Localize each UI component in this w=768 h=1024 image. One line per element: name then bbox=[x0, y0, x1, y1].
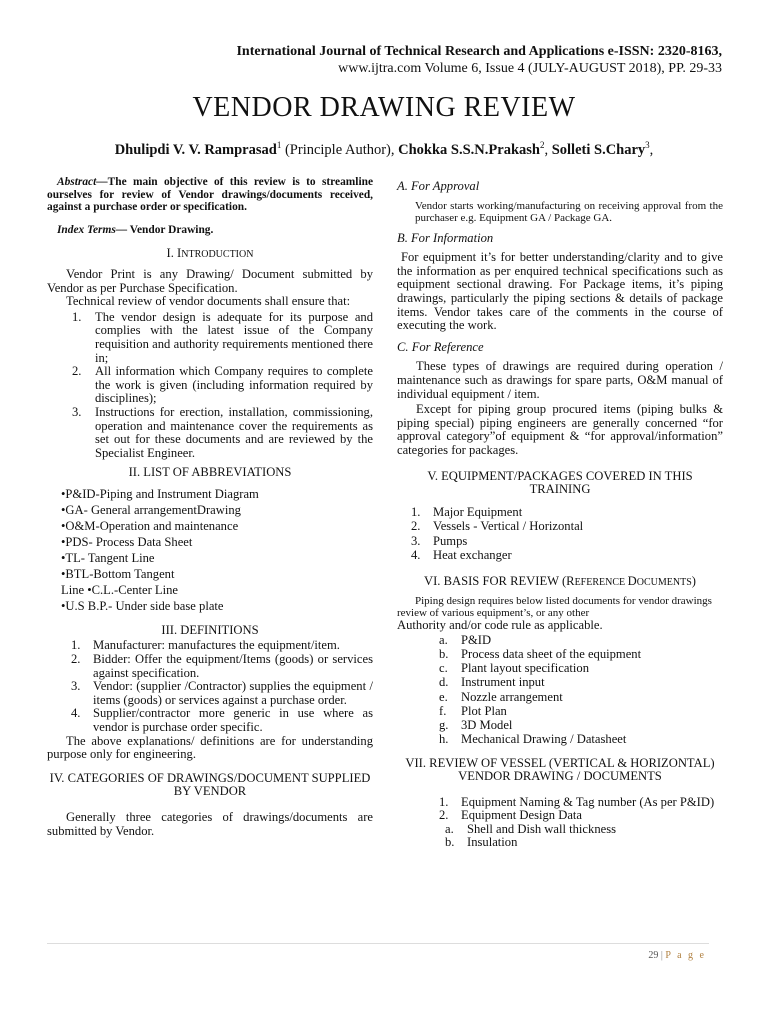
journal-volume-line: www.ijtra.com Volume 6, Issue 4 (JULY-AUGUST 2018), PP. 29-33 bbox=[338, 61, 722, 76]
list-item bbox=[411, 519, 723, 534]
subsection-c-heading: C. For Reference bbox=[397, 339, 484, 354]
list-item-text: Plot Plan bbox=[461, 703, 507, 718]
list-item-text: Major Equipment bbox=[433, 504, 523, 519]
list-item-number: f. bbox=[439, 703, 447, 718]
list-item bbox=[439, 647, 723, 662]
list-item bbox=[71, 679, 373, 707]
list-item-text: All information which Company requires to complete the work is given (including information required by disciplines); bbox=[95, 364, 373, 406]
abbreviation-item: •TL- Tangent Line bbox=[61, 550, 155, 565]
abstract-text: The main objective of this review is to streamline ourselves for review of Vendor drawings/documents received, against a purchase order or specification. bbox=[47, 176, 373, 214]
author-3: Solleti S.Chary bbox=[551, 141, 646, 158]
subsection-b-heading: B. For Information bbox=[397, 230, 494, 245]
author-2-affil: 2 bbox=[539, 140, 545, 150]
abbreviation-item: •GA- General arrangementDrawing bbox=[61, 502, 241, 517]
list-item-text: Instructions for erection, installation, commissioning, operation and maintenance cover the requirements as set out for these documents and are reviewed by the Specialist Engineer. bbox=[95, 404, 373, 460]
list-item bbox=[445, 835, 723, 850]
page-sep: | bbox=[658, 950, 666, 961]
list-item-number: a. bbox=[439, 632, 448, 647]
list-item bbox=[439, 675, 723, 690]
list-item bbox=[71, 706, 373, 735]
list-item-number: 1. bbox=[411, 504, 421, 519]
journal-name: International Journal of Technical Research and Applications bbox=[236, 44, 605, 59]
section-6-heading-c-rest: OCUMENTS bbox=[636, 576, 692, 588]
list-item-number: 1. bbox=[72, 309, 82, 324]
section-6-heading-b-initial: R bbox=[566, 573, 575, 588]
list-item-number: h. bbox=[439, 732, 449, 747]
list-item-number: c. bbox=[439, 661, 448, 676]
list-item-number: 4. bbox=[71, 706, 81, 721]
abbreviation-item: •BTL-Bottom Tangent bbox=[61, 566, 175, 581]
list-item-text: Plant layout specification bbox=[461, 661, 590, 676]
list-item bbox=[72, 404, 373, 460]
right-column bbox=[397, 180, 723, 850]
list-item-text: Supplier/contractor more generic in use where as vendor is purchase order specific. bbox=[93, 706, 373, 735]
list-item-text: Insulation bbox=[467, 835, 518, 850]
list-item-text: Nozzle arrangement bbox=[461, 689, 563, 704]
list-item-text: Heat exchanger bbox=[433, 548, 512, 563]
list-item bbox=[439, 808, 723, 823]
list-item-number: b. bbox=[445, 835, 455, 850]
list-item-number: 2. bbox=[439, 808, 449, 823]
section-6-para-1: Piping design requires below listed documents for vendor drawings review of various equipment’s, or any other bbox=[397, 595, 712, 620]
section-2-heading: II. LIST OF ABBREVIATIONS bbox=[128, 465, 292, 480]
section-1-list bbox=[72, 309, 373, 461]
section-6-heading-b-rest: EFERENCE bbox=[574, 576, 628, 588]
section-1-rest: NTRODUCTION bbox=[181, 249, 254, 261]
list-item bbox=[439, 732, 723, 747]
abstract bbox=[47, 176, 373, 214]
definitions-list bbox=[71, 638, 373, 735]
section-1-para-2: Technical review of vendor documents shall ensure that: bbox=[66, 294, 351, 309]
author-end: , bbox=[649, 141, 654, 158]
page-footer bbox=[648, 950, 706, 961]
list-item-text: P&ID bbox=[461, 632, 492, 647]
list-item-number: d. bbox=[439, 675, 449, 690]
list-item-text: The vendor design is adequate for its purpose and complies with the latest issue of the Company requisition and authority requirements mentioned there in; bbox=[95, 309, 373, 365]
subsection-c-text-2: Except for piping group procured items (piping bulks & piping special) piping engineers are generally concerned “for approval category”of equipment & “for approval/information” categories for packages. bbox=[397, 402, 723, 457]
abbreviation-item: •U.S B.P.- Under side base plate bbox=[61, 598, 224, 613]
section-4-para: Generally three categories of drawings/documents are submitted by Vendor. bbox=[47, 810, 373, 838]
list-item bbox=[411, 533, 723, 549]
list-item-text: Equipment Design Data bbox=[461, 808, 583, 823]
list-item bbox=[411, 548, 723, 563]
index-terms bbox=[47, 224, 373, 238]
list-item-text: Mechanical Drawing / Datasheet bbox=[461, 732, 627, 747]
list-item-text: Instrument input bbox=[461, 675, 545, 690]
section-6-heading bbox=[397, 575, 723, 590]
footer-rule bbox=[47, 943, 709, 944]
list-item bbox=[71, 638, 373, 653]
list-item-number: 3. bbox=[72, 404, 82, 419]
list-item-number: 1. bbox=[71, 638, 81, 653]
journal-issn: e-ISSN: 2320-8163, bbox=[604, 44, 722, 59]
list-item-number: 2. bbox=[72, 364, 82, 379]
list-item-text: 3D Model bbox=[461, 718, 513, 733]
list-item bbox=[72, 364, 373, 406]
abbreviation-item: •PDS- Process Data Sheet bbox=[61, 534, 193, 549]
list-item bbox=[439, 689, 723, 704]
abbreviation-list bbox=[61, 486, 373, 614]
author-sep: , bbox=[544, 141, 552, 158]
abbreviation-item: Line •C.L.-Center Line bbox=[61, 582, 179, 597]
author-1-affil: 1 bbox=[276, 140, 282, 150]
vessel-review-list bbox=[439, 794, 723, 823]
list-item-number: 2. bbox=[411, 519, 421, 534]
paper-title: VENDOR DRAWING REVIEW bbox=[192, 92, 576, 123]
journal-header bbox=[236, 43, 722, 77]
list-item-number: 3. bbox=[71, 679, 81, 694]
author-3-affil: 3 bbox=[645, 140, 650, 150]
section-1-heading bbox=[47, 247, 373, 262]
list-item bbox=[445, 821, 723, 837]
list-item-text: Process data sheet of the equipment bbox=[461, 647, 642, 662]
author-1: Dhulipdi V. V. Ramprasad bbox=[114, 141, 277, 158]
list-item-text: Equipment Naming & Tag number (As per P&ID) bbox=[461, 794, 715, 809]
list-item-text: Vessels - Vertical / Horizontal bbox=[433, 519, 584, 534]
list-item bbox=[439, 718, 723, 733]
list-item-number: 3. bbox=[411, 533, 421, 548]
page-label: P a g e bbox=[665, 950, 706, 961]
abbreviation-item: •P&ID-Piping and Instrument Diagram bbox=[61, 486, 259, 501]
section-6-heading-a: VI. BASIS FOR REVIEW ( bbox=[424, 573, 567, 588]
equipment-list bbox=[411, 504, 723, 563]
section-1-initial: I bbox=[177, 246, 182, 261]
abbreviation-item: •O&M-Operation and maintenance bbox=[61, 518, 239, 533]
section-3-para: The above explanations/ definitions are for understanding purpose only for engineering. bbox=[47, 733, 373, 762]
list-item bbox=[439, 794, 723, 810]
vessel-review-sublist bbox=[445, 821, 723, 850]
list-item bbox=[439, 703, 723, 718]
section-6-para-2: Authority and/or code rule as applicable. bbox=[397, 618, 603, 633]
list-item-number: e. bbox=[439, 689, 448, 704]
section-6-heading-d: ) bbox=[691, 573, 696, 588]
list-item-number: 4. bbox=[411, 548, 421, 563]
list-item bbox=[411, 504, 723, 520]
list-item bbox=[439, 632, 723, 647]
list-item-number: 1. bbox=[439, 794, 449, 809]
list-item-text: Pumps bbox=[433, 533, 468, 548]
left-column bbox=[47, 176, 373, 838]
subsection-a-text: Vendor starts working/manufacturing on receiving approval from the purchaser e.g. Equipment GA / Package GA. bbox=[415, 199, 723, 224]
list-item bbox=[72, 309, 373, 365]
list-item-number: 2. bbox=[71, 652, 81, 667]
list-item bbox=[71, 652, 373, 680]
author-2: Chokka S.S.N.Prakash bbox=[398, 141, 540, 158]
index-terms-label: Index Terms— bbox=[57, 223, 128, 236]
list-item bbox=[439, 661, 723, 676]
list-item-text: Manufacturer: manufactures the equipment/item. bbox=[93, 638, 340, 653]
subsection-c-text-1: These types of drawings are required during operation / maintenance such as drawings for spare parts, O&M manual of individual equipment / item. bbox=[397, 359, 723, 401]
section-6-heading-c-initial: D bbox=[627, 573, 637, 588]
list-item-text: Bidder: Offer the equipment/Items (goods) or services against specification. bbox=[93, 652, 373, 680]
author-line bbox=[0, 140, 768, 159]
section-4-heading: IV. CATEGORIES OF DRAWINGS/DOCUMENT SUPPLIED BY VENDOR bbox=[49, 770, 371, 799]
list-item-text: Shell and Dish wall thickness bbox=[467, 821, 617, 836]
list-item-number: b. bbox=[439, 647, 449, 662]
list-item-number: a. bbox=[445, 821, 454, 836]
reference-docs-list bbox=[439, 632, 723, 747]
section-7-heading: VII. REVIEW OF VESSEL (VERTICAL & HORIZONTAL) VENDOR DRAWING / DOCUMENTS bbox=[405, 755, 715, 784]
section-1-number: I. bbox=[166, 246, 178, 261]
page-number: 29 bbox=[648, 950, 659, 961]
list-item-number: g. bbox=[439, 718, 449, 733]
section-3-heading: III. DEFINITIONS bbox=[161, 622, 259, 637]
author-1-role: (Principle Author), bbox=[281, 141, 399, 158]
list-item-text: Vendor: (supplier /Contractor) supplies the equipment / items (goods) or services against a purchase order. bbox=[93, 679, 373, 707]
subsection-a-heading: A. For Approval bbox=[397, 179, 480, 193]
section-1-para-1: Vendor Print is any Drawing/ Document submitted by Vendor as per Purchase Specification. bbox=[47, 266, 373, 295]
abstract-label: Abstract— bbox=[57, 176, 108, 188]
index-terms-text: Vendor Drawing. bbox=[127, 223, 214, 236]
section-5-heading: V. EQUIPMENT/PACKAGES COVERED IN THIS TRAINING bbox=[427, 468, 693, 497]
subsection-b-text: For equipment it’s for better understanding/clarity and to give the information as per enquired technical specifications such as equipment sectional drawing. For Package items, it’s piping drawings, particularly the piping sections & details of package items. Vendor takes care of the comments in the course of executing the work. bbox=[397, 250, 723, 333]
